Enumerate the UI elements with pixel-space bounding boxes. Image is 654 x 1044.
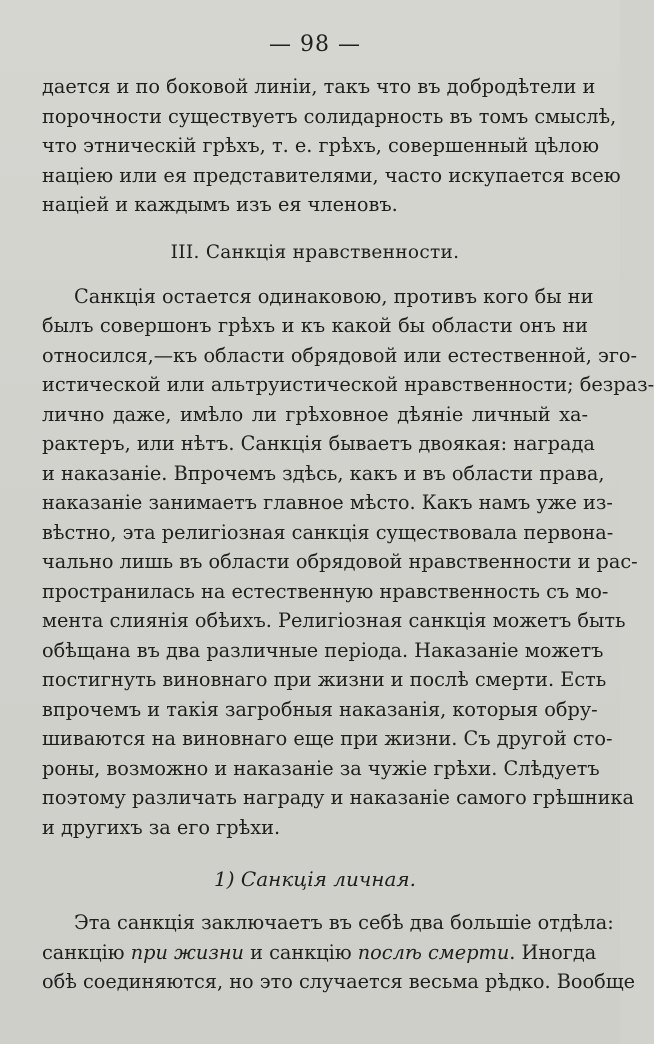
text-run: . Иногда: [509, 940, 597, 964]
text-run: и санкцію: [243, 940, 358, 964]
text-line: націей и каждымъ изъ ея членовъ.: [42, 193, 398, 216]
text-line: пространилась на естественную нравственность съ мо-: [42, 579, 609, 603]
text-line: чально лишь въ области обрядовой нравственности и рас-: [42, 550, 638, 573]
text-line: обѣ соединяются, но это случается весьма рѣдко. Вообще: [42, 970, 636, 993]
paragraph-3: [42, 908, 636, 997]
text-line: Эта санкція заключаетъ въ себѣ два большіе отдѣла:: [74, 911, 614, 934]
text-line: обѣщана въ два различные періода. Наказаніе можетъ: [42, 638, 604, 662]
text-line: относился,—къ области обрядовой или естественной, эго-: [42, 343, 638, 367]
text-run: санкцію: [42, 940, 131, 964]
page-number: — 98 —: [269, 32, 361, 57]
text-line: былъ совершонъ грѣхъ и къ какой бы области онъ ни: [42, 314, 588, 337]
text-line: наказаніе занимаетъ главное мѣсто. Какъ намъ уже из-: [42, 491, 613, 514]
text-line: роны, возможно и наказаніе за чужіе грѣхи. Слѣдуетъ: [42, 756, 600, 780]
text-line: и другихъ за его грѣхи.: [42, 815, 281, 839]
text-line: впрочемъ и такія загробныя наказанія, которыя обру-: [42, 697, 598, 721]
text-line: дается и по боковой линіи, такъ что въ добродѣтели и: [42, 75, 596, 98]
section-heading: III. Санкція нравственности.: [170, 241, 460, 263]
emphasis-during-life: при жизни: [130, 940, 244, 964]
subsection-heading: 1) Санкція личная.: [214, 867, 416, 891]
text-line: поэтому различать награду и наказаніе самого грѣшника: [42, 786, 635, 809]
emphasis-after-death: послѣ смерти: [357, 940, 510, 964]
text-line: Санкція остается одинаковою, противъ кого бы ни: [74, 284, 594, 308]
text-line: что этническій грѣхъ, т. е. грѣхъ, совершенный цѣлою: [42, 134, 600, 157]
text-line: истической или альтруистической нравственности; безраз-: [42, 373, 654, 396]
text-line: и наказаніе. Впрочемъ здѣсь, какъ и въ области права,: [42, 461, 605, 485]
text-line: лично даже, имѣло ли грѣховное дѣяніе личный ха-: [42, 402, 588, 426]
paragraph-1: [42, 72, 621, 220]
text-line: мента слиянія обѣихъ. Религіозная санкція можетъ быть: [42, 609, 626, 632]
text-line: вѣстно, эта религіозная санкція существовала первона-: [42, 520, 614, 544]
text-line: рактеръ, или нѣтъ. Санкція бываетъ двоякая: награда: [42, 432, 595, 455]
text-line: порочности существуетъ солидарность въ томъ смыслѣ,: [42, 104, 617, 128]
text-line: шиваются на виновнаго еще при жизни. Съ другой сто-: [42, 727, 613, 750]
paragraph-2: [42, 282, 654, 843]
text-line: постигнуть виновнаго при жизни и послѣ смерти. Есть: [42, 668, 607, 691]
text-line-with-emphasis: [42, 938, 597, 968]
text-line: націею или ея представителями, часто искупается всею: [42, 163, 621, 187]
